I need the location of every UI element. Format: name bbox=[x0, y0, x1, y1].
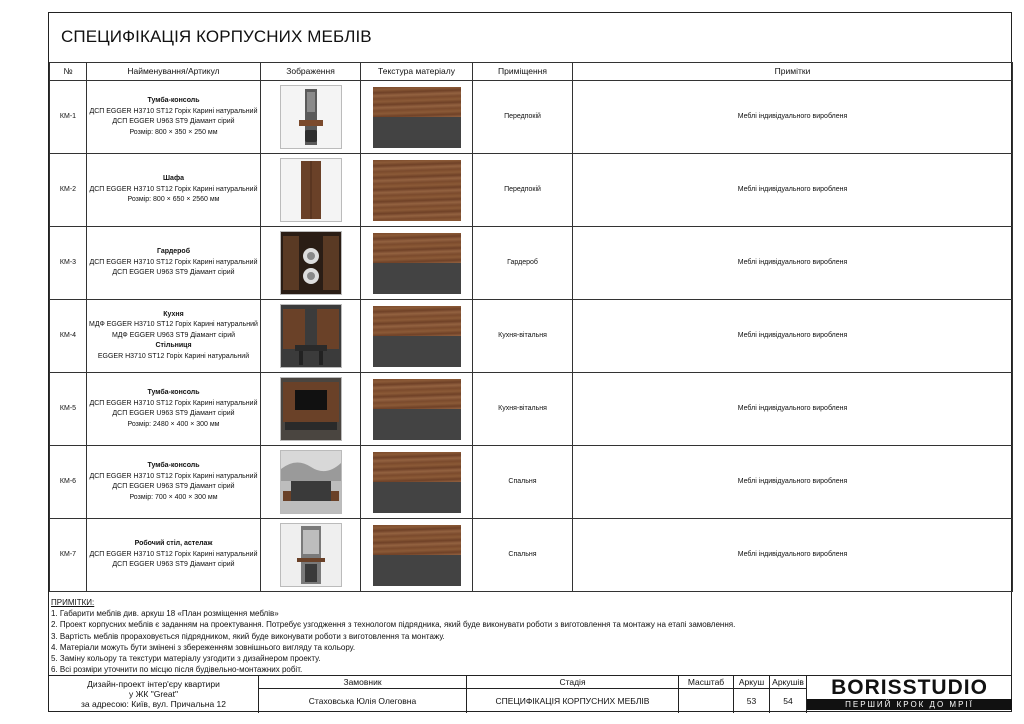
material-texture-swatch bbox=[373, 160, 461, 221]
workdesk-photo bbox=[280, 523, 342, 587]
stage-value: СПЕЦИФІКАЦІЯ КОРПУСНИХ МЕБЛІВ bbox=[495, 696, 650, 706]
item-material: ДСП EGGER U963 ST9 Діамант сірий bbox=[112, 118, 235, 125]
texture-cell bbox=[361, 300, 473, 373]
room-cell: Передпокій bbox=[473, 154, 573, 227]
item-material: ДСП EGGER H3710 ST12 Горіх Карині натуральний bbox=[89, 107, 258, 115]
row-name-cell bbox=[87, 519, 261, 592]
customer-value: Стаховська Юлія Олеговна bbox=[308, 696, 417, 706]
col-header-name: Найменування/Артикул bbox=[87, 63, 261, 81]
item-size: Розмір: 700 × 400 × 300 мм bbox=[129, 493, 218, 501]
bedroom-photo bbox=[280, 450, 342, 514]
item-size: Розмір: 800 × 650 × 2560 мм bbox=[127, 196, 220, 204]
texture-cell bbox=[361, 519, 473, 592]
item-material: ДСП EGGER H3710 ST12 Горіх Карині натуральний bbox=[89, 550, 258, 558]
sheets-value: 54 bbox=[783, 696, 793, 706]
note-cell: Меблі індивідуального виробленя bbox=[573, 446, 1013, 519]
project-line: Дизайн-проект інтер'єру квартири bbox=[87, 679, 220, 689]
item-material: EGGER H3710 ST12 Горіх Карині натуральний bbox=[97, 352, 250, 360]
image-cell bbox=[261, 519, 361, 592]
customer-label: Замовник bbox=[259, 676, 466, 689]
table-header-row bbox=[50, 63, 1013, 81]
material-texture-swatch bbox=[373, 452, 461, 513]
image-cell bbox=[261, 300, 361, 373]
row-name-cell bbox=[87, 227, 261, 300]
item-material: ДСП EGGER H3710 ST12 Горіх Карині натуральний bbox=[89, 472, 258, 480]
material-texture-swatch bbox=[373, 233, 461, 294]
drawing-sheet bbox=[48, 12, 1012, 712]
col-header-notes: Примітки bbox=[573, 63, 1013, 81]
item-material: МДФ EGGER U963 ST9 Діамант сірий bbox=[111, 331, 236, 339]
material-texture-swatch bbox=[373, 379, 461, 440]
table-row bbox=[50, 300, 1013, 373]
table-row bbox=[50, 154, 1013, 227]
item-name: Кухня bbox=[163, 310, 184, 318]
material-texture-swatch bbox=[373, 306, 461, 367]
note-item: 2. Проект корпусних меблів є заданням на проектування. Потребує узгодження з технологом підрядника, який буде виконувати роботи з виготовлення та монтажу на етапі замовлення. bbox=[51, 620, 736, 630]
col-header-texture: Текстура матеріалу bbox=[361, 63, 473, 81]
item-name: Тумба-консоль bbox=[147, 462, 200, 469]
room-cell: Спальня bbox=[473, 446, 573, 519]
item-size: Розмір: 800 × 350 × 250 мм bbox=[129, 128, 218, 136]
col-header-image: Зображення bbox=[261, 63, 361, 81]
item-material: МДФ EGGER H3710 ST12 Горіх Карині натуральний bbox=[89, 321, 258, 329]
row-id: КМ-2 bbox=[50, 154, 87, 227]
material-texture-swatch bbox=[373, 525, 461, 586]
note-cell: Меблі індивідуального виробленя bbox=[573, 154, 1013, 227]
table-row bbox=[50, 446, 1013, 519]
logo-slogan: ПЕРШИЙ КРОК ДО МРІЇ bbox=[807, 699, 1012, 710]
row-name-cell bbox=[87, 300, 261, 373]
item-material: ДСП EGGER H3710 ST12 Горіх Карині натуральний bbox=[89, 185, 258, 193]
title-block bbox=[49, 675, 1012, 713]
item-subname: Стільниця bbox=[155, 342, 192, 350]
room-cell: Гардероб bbox=[473, 227, 573, 300]
kitchen-photo bbox=[280, 304, 342, 368]
studio-logo bbox=[807, 677, 1012, 712]
note-item: 5. Заміну кольору та текстури матеріалу узгодити з дизайнером проекту. bbox=[51, 654, 321, 664]
row-id: КМ-3 bbox=[50, 227, 87, 300]
note-cell: Меблі індивідуального виробленя bbox=[573, 373, 1013, 446]
row-name-cell bbox=[87, 81, 261, 154]
table-row bbox=[50, 81, 1013, 154]
image-cell bbox=[261, 446, 361, 519]
table-row bbox=[50, 227, 1013, 300]
texture-cell bbox=[361, 227, 473, 300]
row-id: КМ-1 bbox=[50, 81, 87, 154]
row-id: КМ-4 bbox=[50, 300, 87, 373]
notes-heading: ПРИМІТКИ: bbox=[51, 598, 95, 607]
image-cell bbox=[261, 154, 361, 227]
col-header-number: № bbox=[50, 63, 87, 81]
item-material: ДСП EGGER U963 ST9 Діамант сірий bbox=[112, 269, 235, 277]
sheet-value: 53 bbox=[746, 696, 757, 706]
specification-table bbox=[49, 62, 1013, 592]
scale-value bbox=[679, 689, 733, 713]
console-photo bbox=[280, 85, 342, 149]
item-material: ДСП EGGER U963 ST9 Діамант сірий bbox=[112, 561, 235, 569]
row-id: КМ-6 bbox=[50, 446, 87, 519]
tv-console-photo bbox=[280, 377, 342, 441]
wardrobe-photo bbox=[280, 158, 342, 222]
note-item: 6. Всі розміри уточнити по місцю після будівельно-монтажних робіт. bbox=[51, 665, 303, 675]
col-header-room: Приміщення bbox=[473, 63, 573, 81]
item-name: Гардероб bbox=[156, 248, 191, 256]
item-material: ДСП EGGER U963 ST9 Діамант сірий bbox=[112, 483, 235, 490]
item-name: Шафа bbox=[163, 175, 184, 183]
page-title: СПЕЦИФІКАЦІЯ КОРПУСНИХ МЕБЛІВ bbox=[61, 27, 372, 46]
image-cell bbox=[261, 373, 361, 446]
scale-field bbox=[679, 676, 734, 713]
texture-cell bbox=[361, 154, 473, 227]
customer-field bbox=[259, 676, 467, 713]
item-name: Робочий стіл, астелаж bbox=[134, 540, 213, 548]
note-cell: Меблі індивідуального виробленя bbox=[573, 300, 1013, 373]
sheet-field bbox=[734, 676, 770, 713]
logo-name: BORISSTUDIO bbox=[831, 676, 988, 699]
texture-cell bbox=[361, 373, 473, 446]
stage-field bbox=[467, 676, 679, 713]
dressing-room-photo bbox=[280, 231, 342, 295]
sheets-label: Аркушів bbox=[770, 676, 806, 689]
scale-label: Масштаб bbox=[679, 676, 733, 689]
table-row bbox=[50, 519, 1013, 592]
stage-label: Стадія bbox=[467, 676, 678, 689]
room-cell: Спальня bbox=[473, 519, 573, 592]
item-material: ДСП EGGER U963 ST9 Діамант сірий bbox=[112, 410, 235, 417]
image-cell bbox=[261, 81, 361, 154]
sheet-label: Аркуш bbox=[734, 676, 769, 689]
row-name-cell bbox=[87, 373, 261, 446]
item-name: Тумба-консоль bbox=[147, 389, 200, 396]
texture-cell bbox=[361, 81, 473, 154]
item-size: Розмір: 2480 × 400 × 300 мм bbox=[127, 420, 220, 428]
row-id: КМ-7 bbox=[50, 519, 87, 592]
row-name-cell bbox=[87, 446, 261, 519]
item-material: ДСП EGGER H3710 ST12 Горіх Карині натуральний bbox=[89, 399, 258, 407]
note-item: 1. Габарити меблів див. аркуш 18 «План розміщення меблів» bbox=[51, 609, 279, 619]
table-row bbox=[50, 373, 1013, 446]
project-address bbox=[49, 676, 259, 713]
image-cell bbox=[261, 227, 361, 300]
texture-cell bbox=[361, 446, 473, 519]
note-cell: Меблі індивідуального виробленя bbox=[573, 227, 1013, 300]
row-id: КМ-5 bbox=[50, 373, 87, 446]
note-item: 4. Матеріали можуть бути змінені з збереженням зовнішнього вигляду та кольору. bbox=[51, 642, 356, 652]
room-cell: Кухня-вітальня bbox=[473, 300, 573, 373]
room-cell: Передпокій bbox=[473, 81, 573, 154]
project-line: у ЖК "Great" bbox=[128, 689, 179, 699]
note-cell: Меблі індивідуального виробленя bbox=[573, 81, 1013, 154]
material-texture-swatch bbox=[373, 87, 461, 148]
row-name-cell bbox=[87, 154, 261, 227]
item-material: ДСП EGGER H3710 ST12 Горіх Карині натуральний bbox=[89, 258, 258, 266]
note-cell: Меблі індивідуального виробленя bbox=[573, 519, 1013, 592]
project-line: за адресою: Київ, вул. Причальна 12 bbox=[80, 699, 227, 709]
room-cell: Кухня-вітальня bbox=[473, 373, 573, 446]
note-item: 3. Вартість меблів прораховується підрядником, який буде виконувати роботи з виготовлення та монтажу. bbox=[51, 631, 445, 641]
notes-block bbox=[51, 597, 1009, 675]
item-name: Тумба-консоль bbox=[147, 97, 200, 104]
sheets-field bbox=[770, 676, 807, 713]
